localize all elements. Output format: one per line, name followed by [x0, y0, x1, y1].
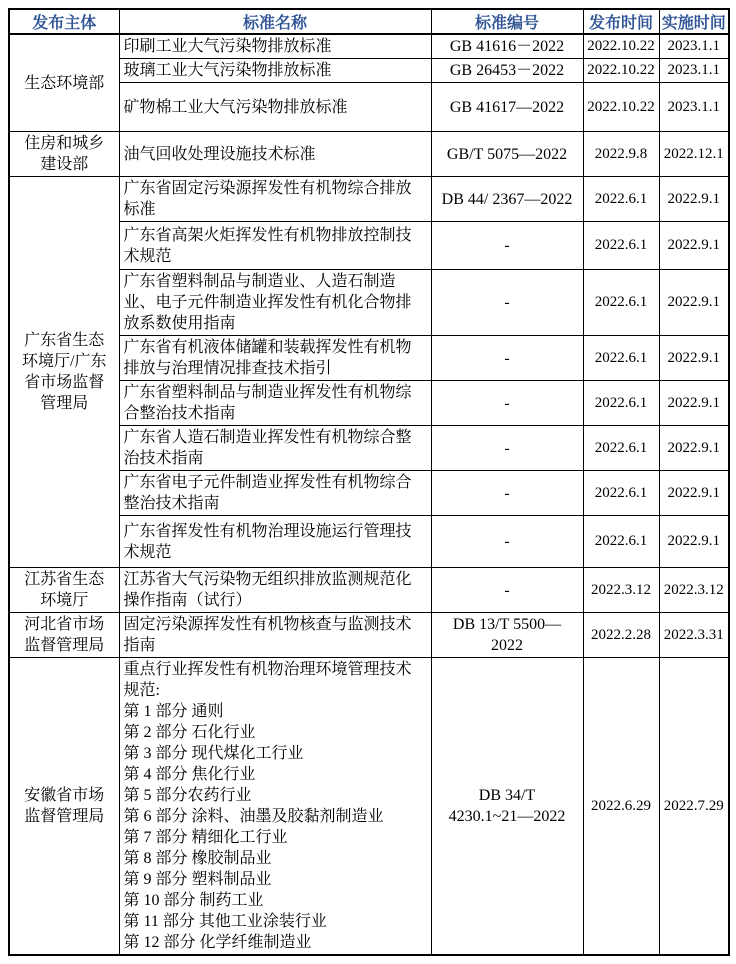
text-line: 第 10 部分 制药工业 [123, 892, 264, 909]
text-line: 建设部 [40, 156, 89, 173]
standard-code-cell [431, 658, 583, 956]
col-header-code: 标准编号 [431, 9, 583, 34]
publisher-cell [9, 132, 119, 177]
text-line: 省市场监督 [24, 374, 105, 391]
publish-date-cell: 2022.10.22 [583, 59, 659, 83]
col-header-published: 发布时间 [583, 9, 659, 34]
standard-name-cell [119, 613, 431, 658]
standard-code-cell [431, 516, 583, 568]
publish-date-cell: 2022.6.1 [583, 177, 659, 222]
effective-date-cell: 2022.3.31 [659, 613, 729, 658]
col-header-publisher: 发布主体 [9, 9, 119, 34]
text-line: 环境厅/广东 [22, 353, 107, 370]
text-line: 广东省固定污染源挥发性有机物综合排放标准 [123, 180, 412, 218]
publisher-cell [9, 177, 119, 568]
table-row [9, 177, 729, 222]
publish-date-cell: 2022.6.1 [583, 516, 659, 568]
effective-date-cell: 2022.9.1 [659, 336, 729, 381]
text-line: 固定污染源挥发性有机物核查与监测技术指南 [123, 616, 412, 654]
text-line: 江苏省生态 [24, 571, 105, 588]
text-line: 第 4 部分 焦化行业 [123, 766, 256, 783]
publish-date-cell: 2022.6.1 [583, 381, 659, 426]
standard-code-cell [431, 568, 583, 613]
publish-date-cell: 2022.10.22 [583, 34, 659, 59]
text-line: - [504, 349, 510, 367]
text-line: 油气回收处理设施技术标准 [123, 145, 316, 163]
text-line: 第 2 部分 石化行业 [123, 724, 256, 741]
text-line: 2022 [491, 637, 523, 654]
standard-code-cell [431, 83, 583, 132]
text-line: 监督管理局 [24, 808, 105, 825]
text-line: 第 12 部分 化学纤维制造业 [123, 934, 312, 951]
standard-name-cell [119, 34, 431, 59]
text-line: 矿物棉工业大气污染物排放标准 [123, 98, 348, 116]
standard-name-cell [119, 132, 431, 177]
standard-code-cell [431, 381, 583, 426]
text-line: 重点行业挥发性有机物治理环境管理技术规范: [123, 661, 412, 699]
publisher-cell [9, 34, 119, 132]
publish-date-cell: 2022.9.8 [583, 132, 659, 177]
effective-date-cell: 2022.7.29 [659, 658, 729, 956]
text-line: 第 1 部分 通则 [123, 703, 224, 720]
text-line: 住房和城乡 [24, 135, 105, 152]
standards-table [8, 8, 730, 956]
text-line: 生态环境部 [24, 74, 105, 92]
publisher-cell [9, 613, 119, 658]
standard-code-cell [431, 426, 583, 471]
text-line: - [504, 294, 510, 311]
text-line: 第 3 部分 现代煤化工行业 [123, 745, 304, 762]
table-body [9, 34, 729, 955]
text-line: 广东省塑料制品与制造业、人造石制造业、电子元件制造业挥发性有机化合物排放系数使用指南 [123, 273, 412, 332]
effective-date-cell: 2022.9.1 [659, 177, 729, 222]
text-line: 管理局 [40, 395, 89, 412]
text-line: 广东省人造石制造业挥发性有机物综合整治技术指南 [123, 429, 412, 467]
effective-date-cell: 2022.9.1 [659, 381, 729, 426]
standard-name-cell [119, 177, 431, 222]
effective-date-cell: 2022.12.1 [659, 132, 729, 177]
text-line: 第 9 部分 塑料制品业 [123, 871, 272, 888]
standard-code-cell [431, 177, 583, 222]
text-line: - [504, 439, 510, 457]
publish-date-cell: 2022.6.1 [583, 471, 659, 516]
effective-date-cell: 2022.3.12 [659, 568, 729, 613]
text-line: 广东省高架火炬挥发性有机物排放控制技术规范 [123, 226, 412, 265]
text-line: 第 6 部分 涂料、油墨及胶黏剂制造业 [123, 808, 384, 825]
effective-date-cell: 2022.9.1 [659, 222, 729, 270]
text-line: 广东省有机液体储罐和装载挥发性有机物排放与治理情况排查技术指引 [123, 339, 412, 377]
standard-code-cell [431, 336, 583, 381]
text-line: - [504, 237, 510, 254]
effective-date-cell: 2023.1.1 [659, 59, 729, 83]
effective-date-cell: 2022.9.1 [659, 516, 729, 568]
text-line: - [504, 533, 510, 550]
text-line: 安徽省市场 [24, 787, 105, 804]
standard-name-cell [119, 516, 431, 568]
standard-name-cell [119, 59, 431, 83]
standard-name-cell [119, 658, 431, 956]
standard-code-cell [431, 270, 583, 336]
effective-date-cell: 2022.9.1 [659, 471, 729, 516]
text-line: 玻璃工业大气污染物排放标准 [123, 62, 332, 79]
effective-date-cell: 2023.1.1 [659, 83, 729, 132]
text-line: 河北省市场 [24, 616, 105, 633]
text-line: 第 7 部分 精细化工行业 [123, 829, 288, 846]
publisher-cell [9, 658, 119, 956]
standard-code-cell [431, 222, 583, 270]
table-row [9, 568, 729, 613]
standard-name-cell [119, 568, 431, 613]
text-line: 广东省塑料制品与制造业挥发性有机物综合整治技术指南 [123, 384, 412, 422]
text-line: DB 34/T [478, 787, 536, 804]
header-row [9, 9, 729, 34]
publish-date-cell: 2022.6.1 [583, 426, 659, 471]
text-line: 广东省电子元件制造业挥发性有机物综合整治技术指南 [123, 474, 412, 512]
publish-date-cell: 2022.3.12 [583, 568, 659, 613]
standard-code-cell [431, 613, 583, 658]
text-line: 第 8 部分 橡胶制品业 [123, 850, 272, 867]
standard-name-cell [119, 426, 431, 471]
publish-date-cell: 2022.6.1 [583, 336, 659, 381]
publish-date-cell: 2022.10.22 [583, 83, 659, 132]
effective-date-cell: 2023.1.1 [659, 34, 729, 59]
text-line: 江苏省大气污染物无组织排放监测规范化操作指南（试行） [123, 571, 412, 609]
standard-name-cell [119, 83, 431, 132]
effective-date-cell: 2022.9.1 [659, 426, 729, 471]
text-line: GB/T 5075—2022 [446, 145, 568, 163]
text-line: - [504, 484, 510, 502]
publish-date-cell: 2022.2.28 [583, 613, 659, 658]
text-line: - [504, 394, 510, 412]
publish-date-cell: 2022.6.1 [583, 222, 659, 270]
standard-name-cell [119, 222, 431, 270]
table-row [9, 613, 729, 658]
text-line: 第 11 部分 其他工业涂装行业 [123, 913, 327, 930]
text-line: DB 13/T 5500— [452, 616, 562, 633]
table-row [9, 34, 729, 59]
text-line: 广东省生态 [24, 332, 105, 349]
standard-code-cell [431, 34, 583, 59]
text-line: GB 41617—2022 [449, 98, 565, 116]
text-line: 环境厅 [40, 592, 89, 609]
standard-name-cell [119, 270, 431, 336]
table-row [9, 132, 729, 177]
standard-code-cell [431, 471, 583, 516]
text-line: 4230.1~21—2022 [448, 808, 566, 825]
text-line: 监督管理局 [24, 637, 105, 654]
text-line: GB 41616－2022 [449, 38, 565, 55]
text-line: - [504, 581, 510, 599]
text-line: GB 26453－2022 [449, 62, 565, 79]
table-row [9, 658, 729, 956]
table-header [9, 9, 729, 34]
text-line: 广东省挥发性有机物治理设施运行管理技术规范 [123, 522, 412, 561]
publisher-cell [9, 568, 119, 613]
standard-code-cell [431, 132, 583, 177]
text-line: 第 5 部分农药行业 [123, 787, 252, 804]
col-header-effective: 实施时间 [659, 9, 729, 34]
text-line: DB 44/ 2367—2022 [441, 190, 573, 208]
effective-date-cell: 2022.9.1 [659, 270, 729, 336]
publish-date-cell: 2022.6.1 [583, 270, 659, 336]
standard-name-cell [119, 336, 431, 381]
standard-name-cell [119, 381, 431, 426]
standard-code-cell [431, 59, 583, 83]
standard-name-cell [119, 471, 431, 516]
col-header-name: 标准名称 [119, 9, 431, 34]
publish-date-cell: 2022.6.29 [583, 658, 659, 956]
text-line: 印刷工业大气污染物排放标准 [123, 38, 332, 55]
